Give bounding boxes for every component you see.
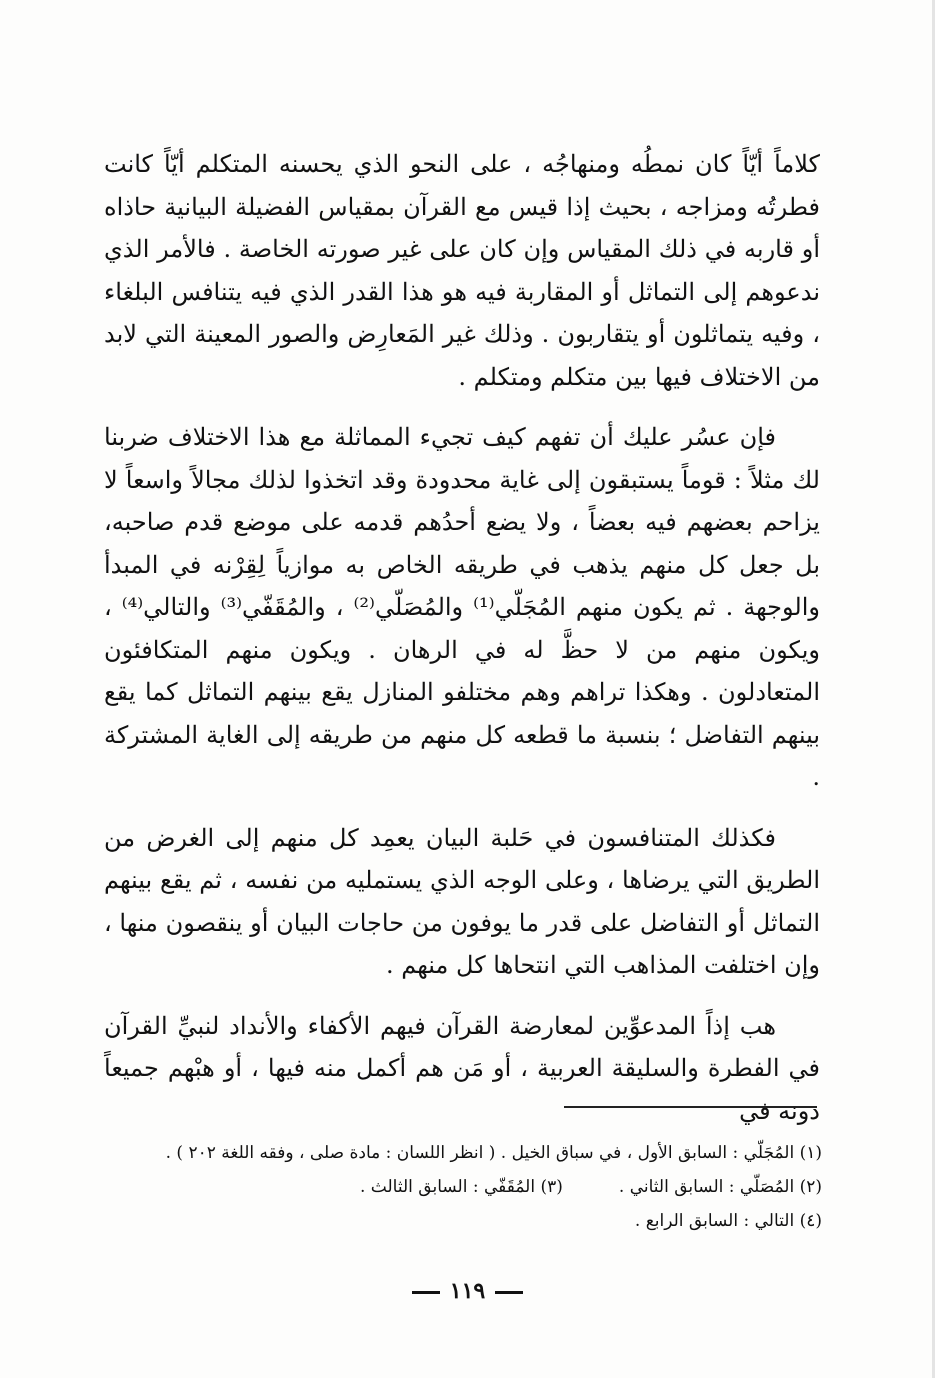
footnote-3: (٣) المُقَفّي : السابق الثالث . xyxy=(359,1177,563,1197)
page-number-dash-right xyxy=(495,1291,523,1294)
page-number-dash-left xyxy=(412,1291,440,1294)
footnote-4: (٤) التالي : السابق الرابع . xyxy=(634,1211,822,1231)
page-number-line xyxy=(0,1276,935,1306)
page-number: ١١٩ xyxy=(449,1278,486,1304)
footnotes xyxy=(150,1136,822,1238)
footnote-1: (١) المُجَلّي : السابق الأول ، في سباق الخيل . ( انظر اللسان : مادة صلى ، وفقه اللغة ٢٠٢ ) . xyxy=(165,1143,822,1163)
paragraph-3: فكذلك المتنافسون في حَلبة البيان يعمِد كل منهم إلى الغرض من الطريق التي يرضاها ، وعلى الوجه الذي يستمليه من نفسه ، ثم يقع بينهم التماثل أو التفاضل على قدر ما يوفون من حاجات البيان أو ينقصون منها ، وإن اختلفت المذاهب التي انتحاها كل منهم . xyxy=(104,823,820,979)
main-text xyxy=(104,143,820,1132)
footnote-2: (٢) المُصَلّي : السابق الثاني . xyxy=(618,1177,822,1197)
paragraph-1: كلاماً أيّاً كان نمطُه ومنهاجُه ، على النحو الذي يحسنه المتكلم أيّاً كانت فطرتُه ومزاجه ، بحيث إذا قيس مع القرآن بمقياس الفضيلة البيانية حاذاه أو قاربه في ذلك المقياس وإن كان على غير صورته الخاصة . فالأمر الذي ندعوهم إلى التماثل أو المقاربة فيه هو هذا القدر الذي فيه يتنافس البلغاء ، وفيه يتماثلون أو يتقاربون . وذلك غير المَعارِض والصور المعينة التي لابد من الاختلاف فيها بين متكلم ومتكلم . xyxy=(104,150,820,391)
paragraph-4: هب إذاً المدعوِّين لمعارضة القرآن فيهم الأكفاء والأنداد لنبيِّ القرآن في الفطرة والسليقة العربية ، أو مَن هم أكمل منه فيها ، أو هبْهم جميعاً دونه في xyxy=(104,1011,820,1125)
paragraph-2: فإن عسُر عليك أن تفهم كيف تجيء المماثلة مع هذا الاختلاف ضربنا لك مثلاً : قوماً يستبقون إلى غاية محدودة وقد اتخذوا لذلك مجالاً واسعاً لا يزاحم بعضهم فيه بعضاً ، ولا يضع أحدُهم قدمه على موضع قدم صاحبه، بل جعل كل منهم يذهب في طريقه الخاص به موازياً لِقِرْنه في المبدأ والوجهة . ثم يكون منهم المُجَلّي⁽¹⁾ والمُصَلّي⁽²⁾ ، والمُقَفّي⁽³⁾ والتالي⁽⁴⁾ ، ويكون منهم من لا حظَّ له في الرهان . ويكون منهم المتكافئون المتعادلون . وهكذا تراهم وهم مختلفو المنازل يقع بينهم التماثل كما يقع بينهم التفاضل ؛ بنسبة ما قطعه كل منهم من طريقه إلى الغاية المشتركة . xyxy=(104,423,820,791)
footnote-row-2-3 xyxy=(150,1170,822,1204)
footnote-separator xyxy=(564,1106,817,1108)
